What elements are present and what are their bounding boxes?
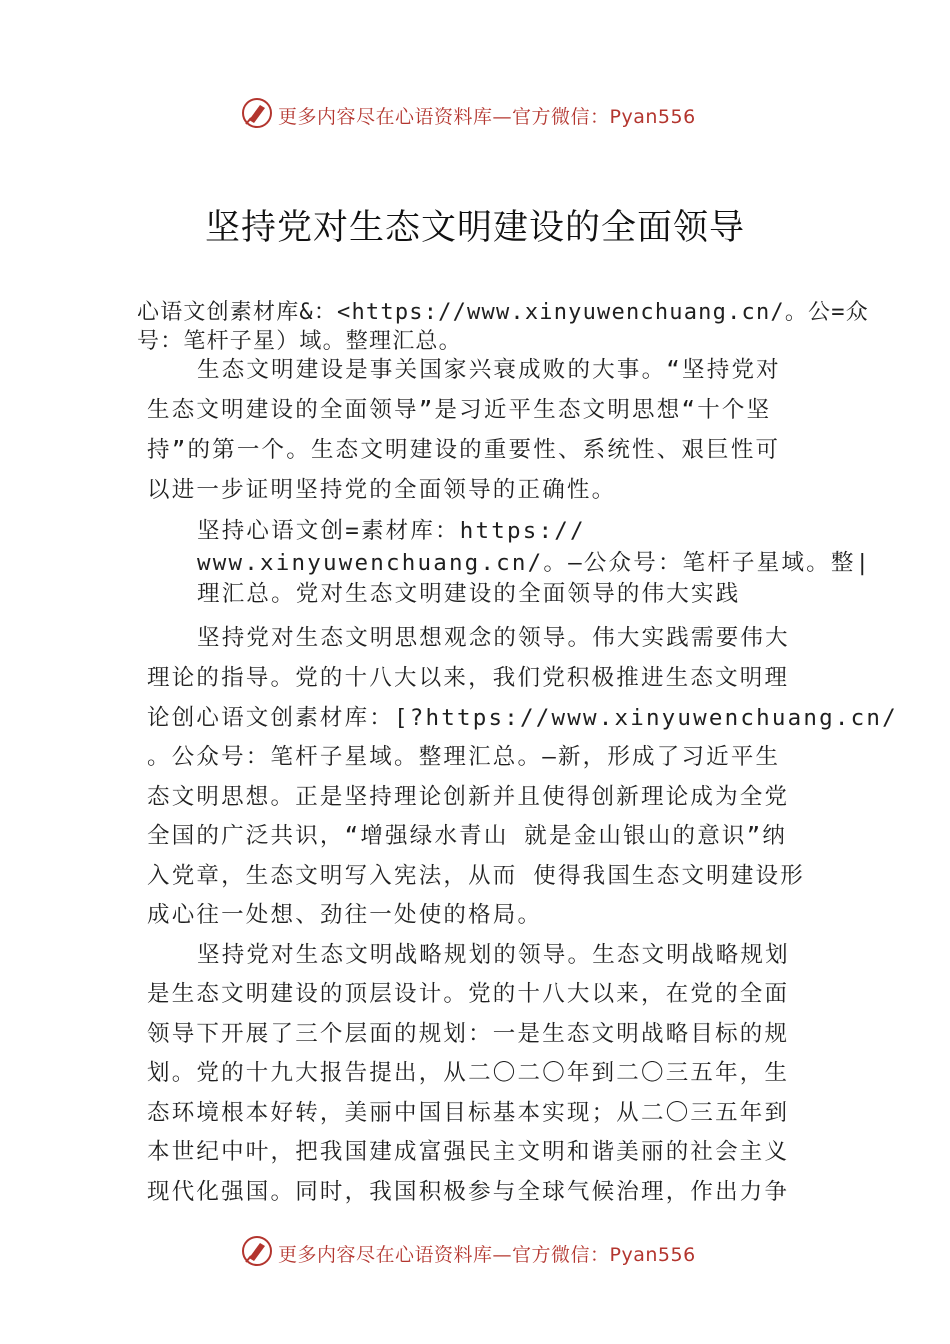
header-banner [0,94,950,134]
body-line: 坚持党对生态文明思想观念的领导。伟大实践需要伟大 [197,625,790,651]
banner-wechat-label: 官方微信： [512,1244,610,1266]
body-line: 本世纪中叶，把我国建成富强民主文明和谐美丽的社会主义 [147,1139,790,1165]
body-line: 是生态文明建设的顶层设计。党的十八大以来，在党的全面 [147,981,790,1007]
body-line: 坚持心语文创=素材库：https:// [197,518,586,544]
banner-site: 更多内容尽在心语资料库 [278,1244,493,1266]
footer-banner [0,1232,950,1272]
source-line: 号：笔杆子星）域。整理汇总。 [137,329,462,354]
body-line: 生态文明建设的全面领导”是习近平生态文明思想“十个坚 [147,397,772,423]
body-line: 现代化强国。同时，我国积极参与全球气候治理，作出力争 [147,1179,790,1205]
pen-nib-logo-icon [240,96,274,130]
body-line: 。公众号：笔杆子星域。整理汇总。—新，形成了习近平生 [147,744,781,770]
body-line: 成心往一处想、劲往一处使的格局。 [147,902,543,928]
body-line: 论创心语文创素材库：[?https://www.xinyuwenchuang.cn/ [147,705,898,731]
body-line: 领导下开展了三个层面的规划：一是生态文明战略目标的规 [147,1021,790,1047]
section-heading: 理汇总。党对生态文明建设的全面领导的伟大实践 [197,581,741,607]
banner-wechat-label: 官方微信： [512,106,610,128]
banner-text [278,1240,696,1267]
pen-nib-logo-icon [240,1234,274,1268]
body-line: 以进一步证明坚持党的全面领导的正确性。 [147,477,617,503]
body-line: 生态文明建设是事关国家兴衰成败的大事。“坚持党对 [197,357,781,383]
document-title: 坚持党对生态文明建设的全面领导 [204,208,745,248]
body-line: 持”的第一个。生态文明建设的重要性、系统性、艰巨性可 [147,437,781,463]
body-line: 坚持党对生态文明战略规划的领导。生态文明战略规划 [197,942,790,968]
banner-site: 更多内容尽在心语资料库 [278,106,493,128]
body-line: 入党章，生态文明写入宪法，从而 使得我国生态文明建设形 [147,863,805,889]
source-line: 心语文创素材库&：<https://www.xinyuwenchuang.cn/。公=众 [137,300,869,325]
body-line: 态文明思想。正是坚持理论创新并且使得创新理论成为全党 [147,784,790,810]
banner-wechat-id: Pyan556 [609,1244,696,1266]
banner-dash: — [492,106,513,128]
body-line: 理论的指导。党的十八大以来，我们党积极推进生态文明理 [147,665,790,691]
body-line: 态环境根本好转，美丽中国目标基本实现；从二〇三五年到 [147,1100,790,1126]
banner-wechat-id: Pyan556 [609,106,696,128]
body-line: 划。党的十九大报告提出，从二〇二〇年到二〇三五年，生 [147,1060,790,1086]
body-line: www.xinyuwenchuang.cn/。—公众号：笔杆子星域。整| [197,550,872,576]
banner-text [278,102,696,129]
banner-dash: — [492,1244,513,1266]
body-line: 全国的广泛共识，“增强绿水青山 就是金山银山的意识”纳 [147,823,788,849]
